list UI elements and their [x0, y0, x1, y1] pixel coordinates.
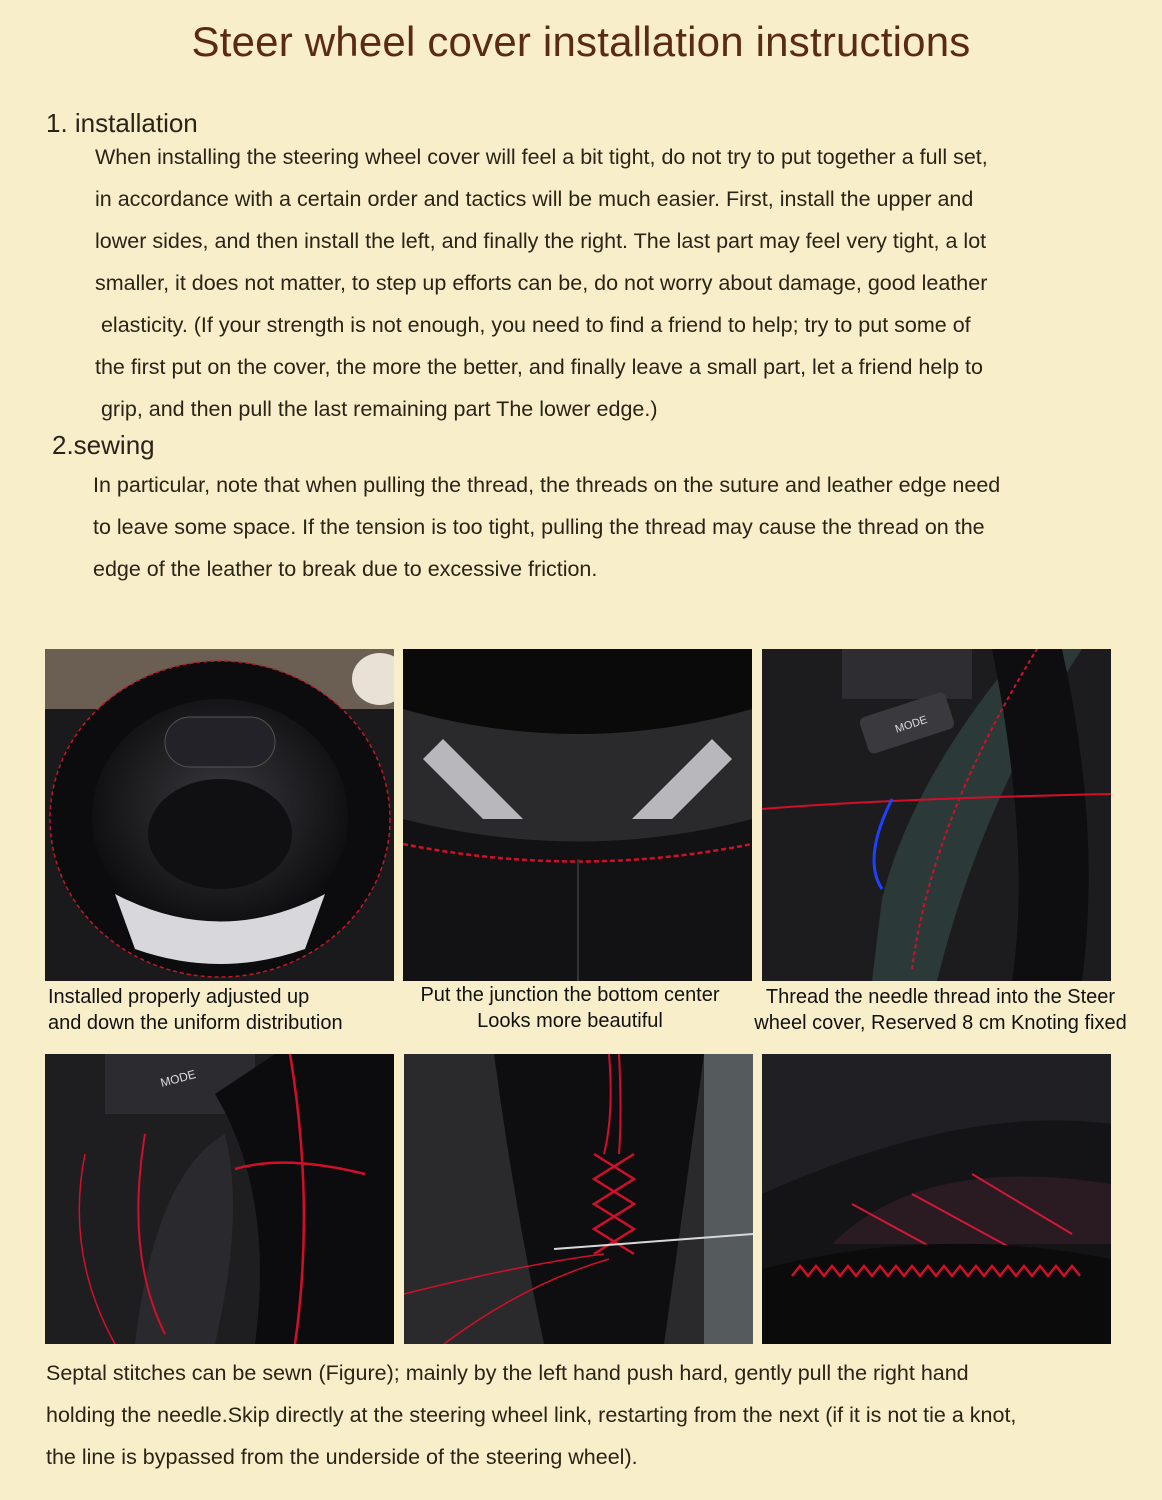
installation-line: in accordance with a certain order and tactics will be much easier. First, install the upper and	[95, 187, 974, 211]
caption-junction: Put the junction the bottom center Looks more beautiful	[420, 984, 720, 1032]
sewing-paragraph	[93, 464, 1000, 590]
installation-line: grip, and then pull the last remaining part The lower edge.)	[95, 397, 658, 421]
section-sewing-heading: 2.sewing	[52, 430, 155, 460]
footer-paragraph	[46, 1352, 1016, 1478]
footer-line: holding the needle.Skip directly at the steering wheel link, restarting from the next (if it is not tie a knot,	[46, 1403, 1017, 1427]
cross-stitching-needle-photo	[404, 1054, 753, 1344]
thread-needle-photo	[762, 649, 1111, 981]
mode-label: MODE	[158, 1067, 198, 1090]
caption-installed: Installed properly adjusted up and down the uniform distribution	[48, 986, 343, 1034]
installation-line: elasticity. (If your strength is not enough, you need to find a friend to help; try to put some of	[95, 313, 971, 337]
installation-line: lower sides, and then install the left, and finally the right. The last part may feel very tight, a lot	[95, 229, 987, 253]
installation-line: smaller, it does not matter, to step up efforts can be, do not worry about damage, good leather	[95, 271, 988, 295]
page-title: Steer wheel cover installation instructions	[191, 18, 971, 65]
svg-text:MODE: MODE	[893, 713, 929, 736]
installation-line: the first put on the cover, the more the better, and finally leave a small part, let a friend help to	[95, 355, 983, 379]
sewing-line: In particular, note that when pulling the thread, the threads on the suture and leather edge need	[93, 473, 1001, 497]
mode-button-stitching-photo	[45, 1054, 394, 1344]
sewing-line: edge of the leather to break due to excessive friction.	[93, 557, 598, 581]
caption-thread-needle: Thread the needle thread into the Steer wheel cover, Reserved 8 cm Knoting fixed	[754, 986, 1127, 1034]
finished-stitch-closeup-photo	[762, 1054, 1111, 1344]
installation-paragraph	[95, 136, 988, 430]
footer-line: Septal stitches can be sewn (Figure); mainly by the left hand push hard, gently pull the right hand	[46, 1361, 969, 1385]
installation-line: When installing the steering wheel cover will feel a bit tight, do not try to put together a full set,	[95, 145, 988, 169]
footer-line: the line is bypassed from the underside of the steering wheel).	[46, 1445, 638, 1469]
junction-bottom-center-photo	[403, 649, 752, 981]
section-installation-heading: 1. installation	[46, 108, 198, 138]
sewing-line: to leave some space. If the tension is too tight, pulling the thread may cause the thread on the	[93, 515, 985, 539]
steering-wheel-installed-photo	[45, 649, 394, 981]
